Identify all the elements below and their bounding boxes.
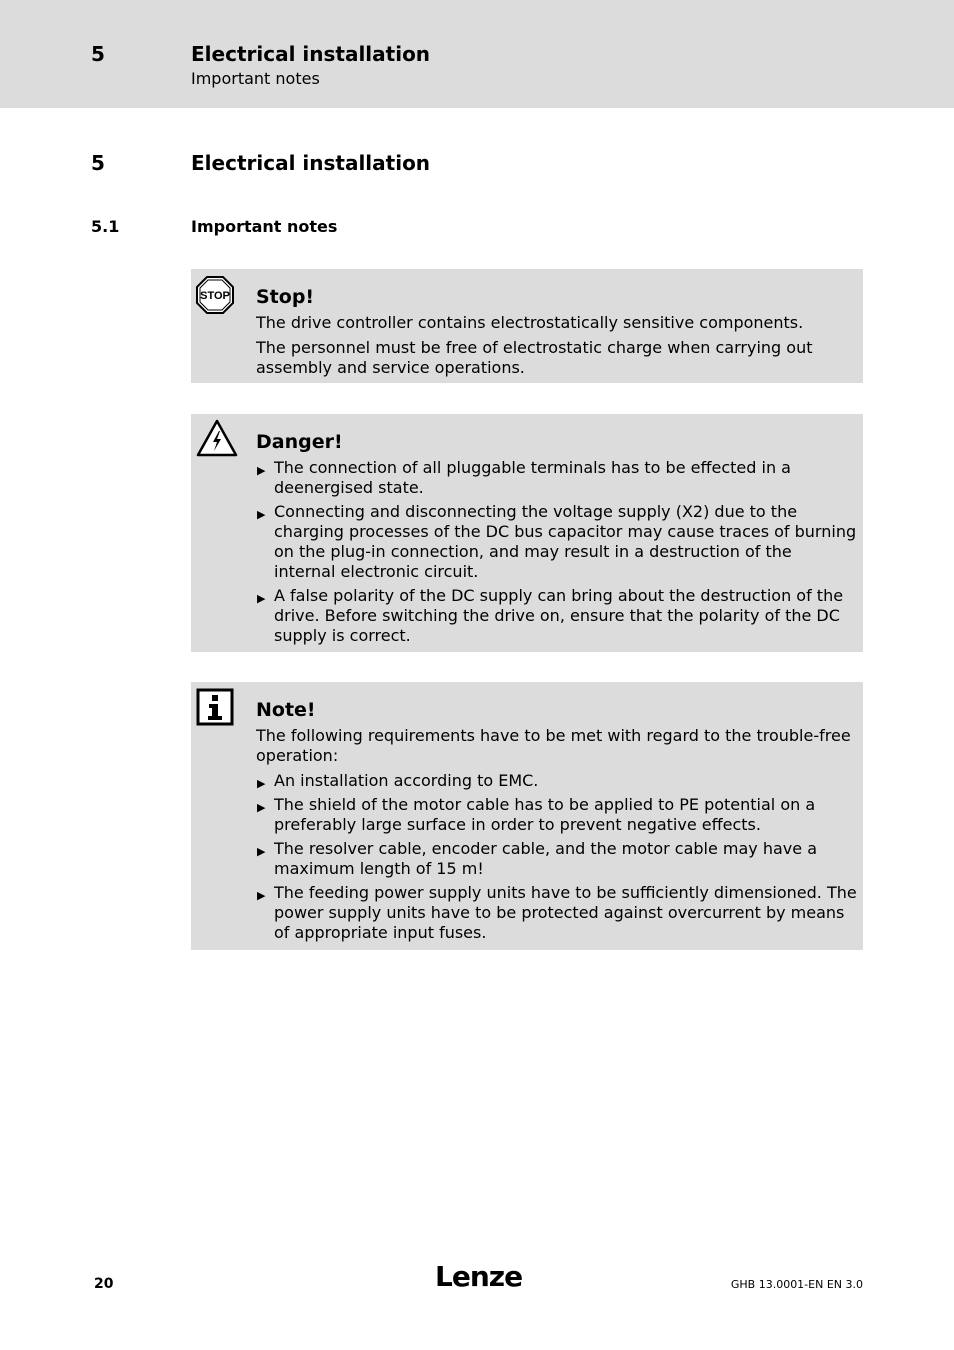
list-item: ▶ Connecting and disconnecting the voltage supply (X2) due to the charging processes of the DC bus capacitor may cause traces of burning on the plug-in connection, and may result in a destruction of the internal electronic circuit. <box>256 502 857 582</box>
lenze-logo: Lenze <box>435 1260 523 1293</box>
stop-box <box>191 269 863 383</box>
list-item: ▶ The shield of the motor cable has to be applied to PE potential on a preferably large surface in order to prevent negative effects. <box>256 795 857 835</box>
list-item: ▶ The feeding power supply units have to be sufficiently dimensioned. The power supply units have to be protected against overcurrent by means of appropriate input fuses. <box>256 883 857 943</box>
stop-paragraph: The personnel must be free of electrostatic charge when carrying out assembly and service operations. <box>256 338 813 377</box>
list-item: ▶ The resolver cable, encoder cable, and the motor cable may have a maximum length of 15 m! <box>256 839 857 879</box>
list-item: ▶ An installation according to EMC. <box>256 771 857 791</box>
header-section-title: Important notes <box>191 69 320 88</box>
list-item: ▶ A false polarity of the DC supply can bring about the destruction of the drive. Before switching the drive on, ensure that the polarity of the DC supply is correct. <box>256 586 857 646</box>
note-intro: The following requirements have to be met with regard to the trouble-free operation: <box>256 726 851 765</box>
header-chapter-title: Electrical installation <box>191 42 431 66</box>
stop-paragraph: The drive controller contains electrostatically sensitive components. <box>256 313 804 332</box>
note-box <box>191 682 863 950</box>
header-band <box>0 0 954 108</box>
stop-sign-icon <box>196 276 234 318</box>
stop-title: Stop! <box>256 286 315 308</box>
info-icon <box>196 688 234 730</box>
electrical-hazard-icon <box>196 419 238 461</box>
subsection-title: Important notes <box>191 217 338 236</box>
danger-box <box>191 414 863 652</box>
subsection-number: 5.1 <box>91 217 120 236</box>
danger-title: Danger! <box>256 431 343 453</box>
stop-icon-text: STOP <box>200 290 230 302</box>
note-list <box>256 771 857 943</box>
list-item: ▶ The connection of all pluggable terminals has to be effected in a deenergised state. <box>256 458 857 498</box>
note-title: Note! <box>256 699 316 721</box>
section-title: Electrical installation <box>191 151 431 175</box>
page-number: 20 <box>94 1276 114 1292</box>
header-chapter-number: 5 <box>91 42 105 66</box>
document-id: GHB 13.0001-EN EN 3.0 <box>730 1278 863 1291</box>
section-number: 5 <box>91 151 105 175</box>
danger-list <box>256 458 857 646</box>
